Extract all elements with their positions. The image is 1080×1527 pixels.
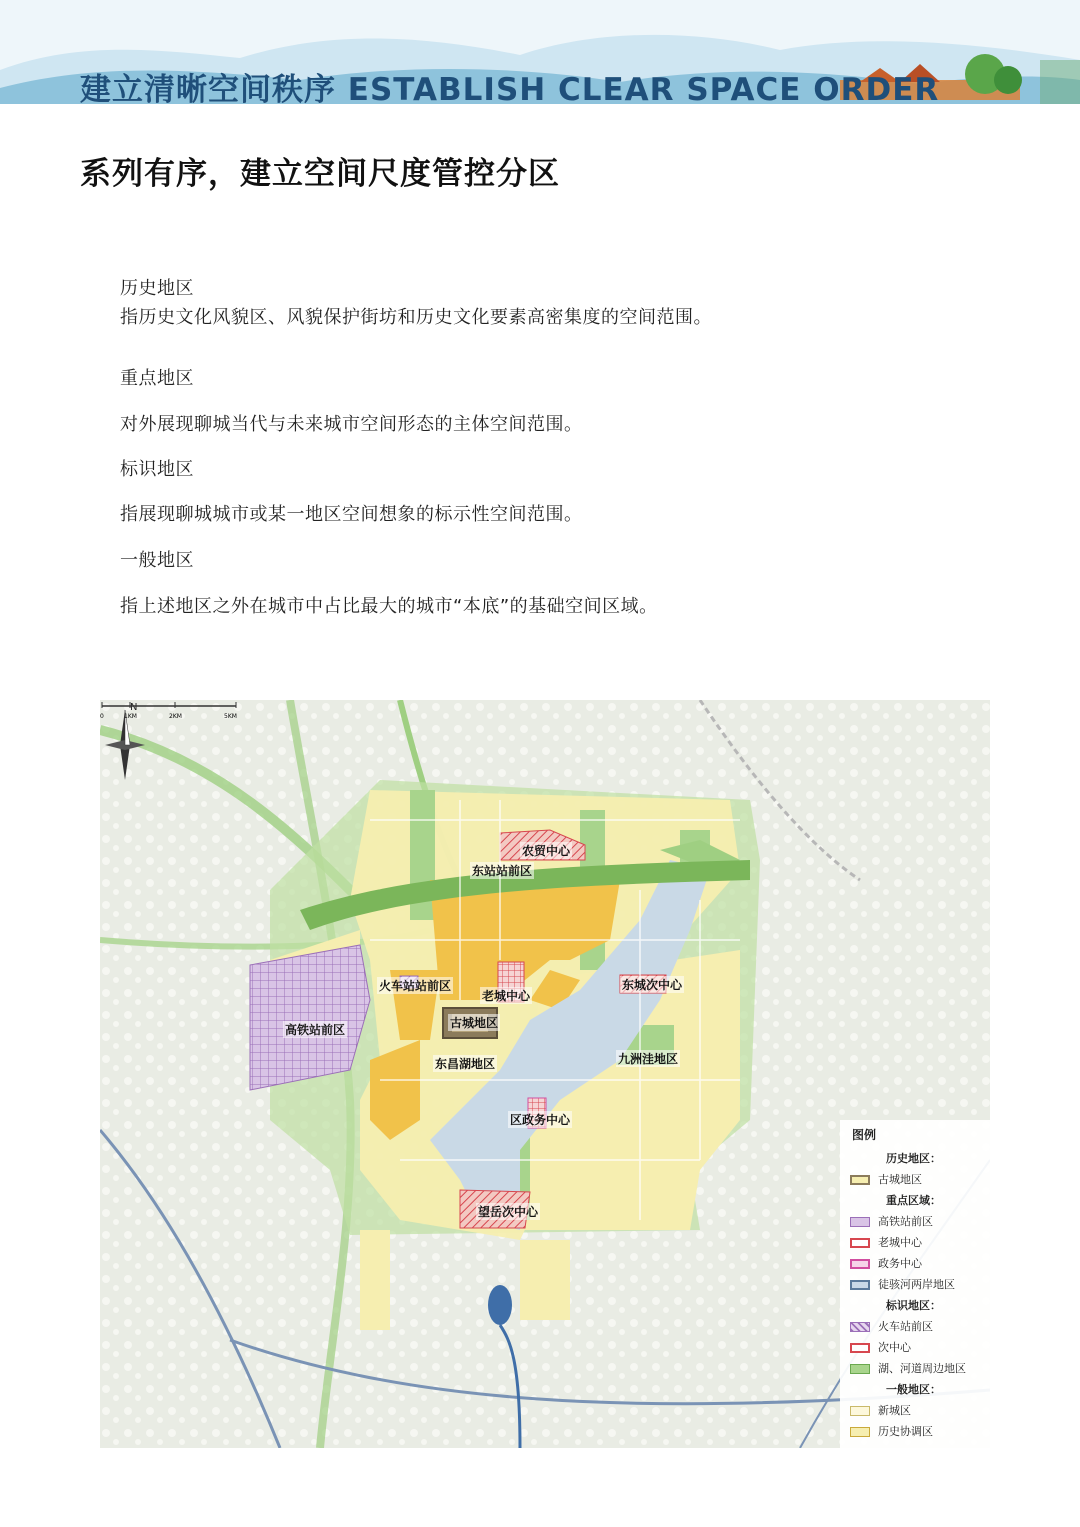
header-banner <box>0 0 1080 104</box>
legend-swatch-tuhai <box>850 1280 870 1290</box>
header-title: 建立清晰空间秩序 ESTABLISH CLEAR SPACE ORDER <box>80 72 940 104</box>
section-body-history: 指历史文化风貌区、风貌保护街坊和历史文化要素高密集度的空间范围。 <box>120 307 712 328</box>
legend-label-tuhai: 徒骇河两岸地区 <box>878 1278 955 1291</box>
legend-item-cizhongxin <box>850 1339 911 1355</box>
section-body-marker: 指展现聊城城市或某一地区空间想象的标示性空间范围。 <box>120 504 583 525</box>
page-title: 系列有序，建立空间尺度管控分区 <box>80 156 560 192</box>
legend-label-xincheng: 新城区 <box>878 1404 911 1417</box>
compass-label: N <box>130 702 138 713</box>
map-legend <box>840 1120 990 1448</box>
map-label-dongchanghu: 东昌湖地区 <box>435 1057 496 1071</box>
map-label-nongmao: 农贸中心 <box>522 844 571 858</box>
legend-item-xincheng <box>850 1402 911 1418</box>
legend-item-laocheng <box>850 1234 922 1250</box>
legend-label-hudao: 湖、河道周边地区 <box>878 1362 966 1375</box>
section-heading-history: 历史地区 <box>120 278 194 299</box>
legend-swatch-gaotie <box>850 1217 870 1227</box>
scale-label-2: 2KM <box>169 713 182 720</box>
legend-label-laocheng: 老城中心 <box>878 1236 922 1249</box>
legend-item-tuhai <box>850 1276 955 1292</box>
legend-label-cizhongxin: 次中心 <box>878 1341 911 1354</box>
legend-swatch-laocheng <box>850 1238 870 1248</box>
legend-item-zhengwu <box>850 1255 922 1271</box>
legend-item-huoche <box>850 1318 933 1334</box>
map-label-laocheng: 老城中心 <box>482 989 531 1003</box>
legend-cat-key: 重点区域： <box>886 1194 941 1207</box>
legend-swatch-hudao <box>850 1364 870 1374</box>
legend-cat-history: 历史地区： <box>886 1152 941 1165</box>
legend-title: 图例 <box>852 1128 877 1142</box>
section-body-general: 指上述地区之外在城市中占比最大的城市“本底”的基础空间区域。 <box>120 596 658 617</box>
legend-swatch-lishi <box>850 1427 870 1437</box>
zoning-map <box>100 700 990 1448</box>
legend-item-gucheng <box>850 1171 922 1187</box>
legend-label-lishi: 历史协调区 <box>878 1425 933 1438</box>
scale-bar <box>100 700 240 722</box>
map-label-dongcheng: 东城次中心 <box>622 978 683 992</box>
legend-swatch-gucheng <box>850 1175 870 1185</box>
legend-swatch-cizhongxin <box>850 1343 870 1353</box>
section-body-key: 对外展现聊城当代与未来城市空间形态的主体空间范围。 <box>120 414 583 435</box>
legend-swatch-huoche <box>850 1322 870 1332</box>
legend-cat-marker: 标识地区： <box>886 1299 941 1312</box>
legend-label-huoche: 火车站前区 <box>878 1320 933 1333</box>
section-heading-general: 一般地区 <box>120 550 194 571</box>
legend-swatch-xincheng <box>850 1406 870 1416</box>
map-label-dongzhan: 东站站前区 <box>472 864 533 878</box>
scale-label-3: 5KM <box>224 713 237 720</box>
map-label-gucheng: 古城地区 <box>450 1016 499 1030</box>
legend-label-gaotie: 高铁站前区 <box>878 1215 933 1228</box>
legend-item-lishi <box>850 1423 933 1439</box>
map-label-quzhengwu: 区政务中心 <box>510 1113 571 1127</box>
scale-label-1: 1KM <box>124 713 137 720</box>
legend-label-zhengwu: 政务中心 <box>878 1257 922 1270</box>
map-label-wangyue: 望岳次中心 <box>478 1205 539 1219</box>
legend-item-hudao <box>850 1360 966 1376</box>
legend-swatch-zhengwu <box>850 1259 870 1269</box>
section-heading-marker: 标识地区 <box>120 459 194 480</box>
legend-item-gaotie <box>850 1213 933 1229</box>
section-heading-key: 重点地区 <box>120 368 194 389</box>
legend-cat-general: 一般地区： <box>886 1383 941 1396</box>
map-label-gaotie: 高铁站前区 <box>285 1023 346 1037</box>
legend-label-gucheng: 古城地区 <box>878 1173 922 1186</box>
map-label-jiuzhouwa: 九洲洼地区 <box>618 1052 679 1066</box>
scale-label-0: 0 <box>100 713 104 720</box>
map-label-huoche: 火车站站前区 <box>379 979 452 993</box>
